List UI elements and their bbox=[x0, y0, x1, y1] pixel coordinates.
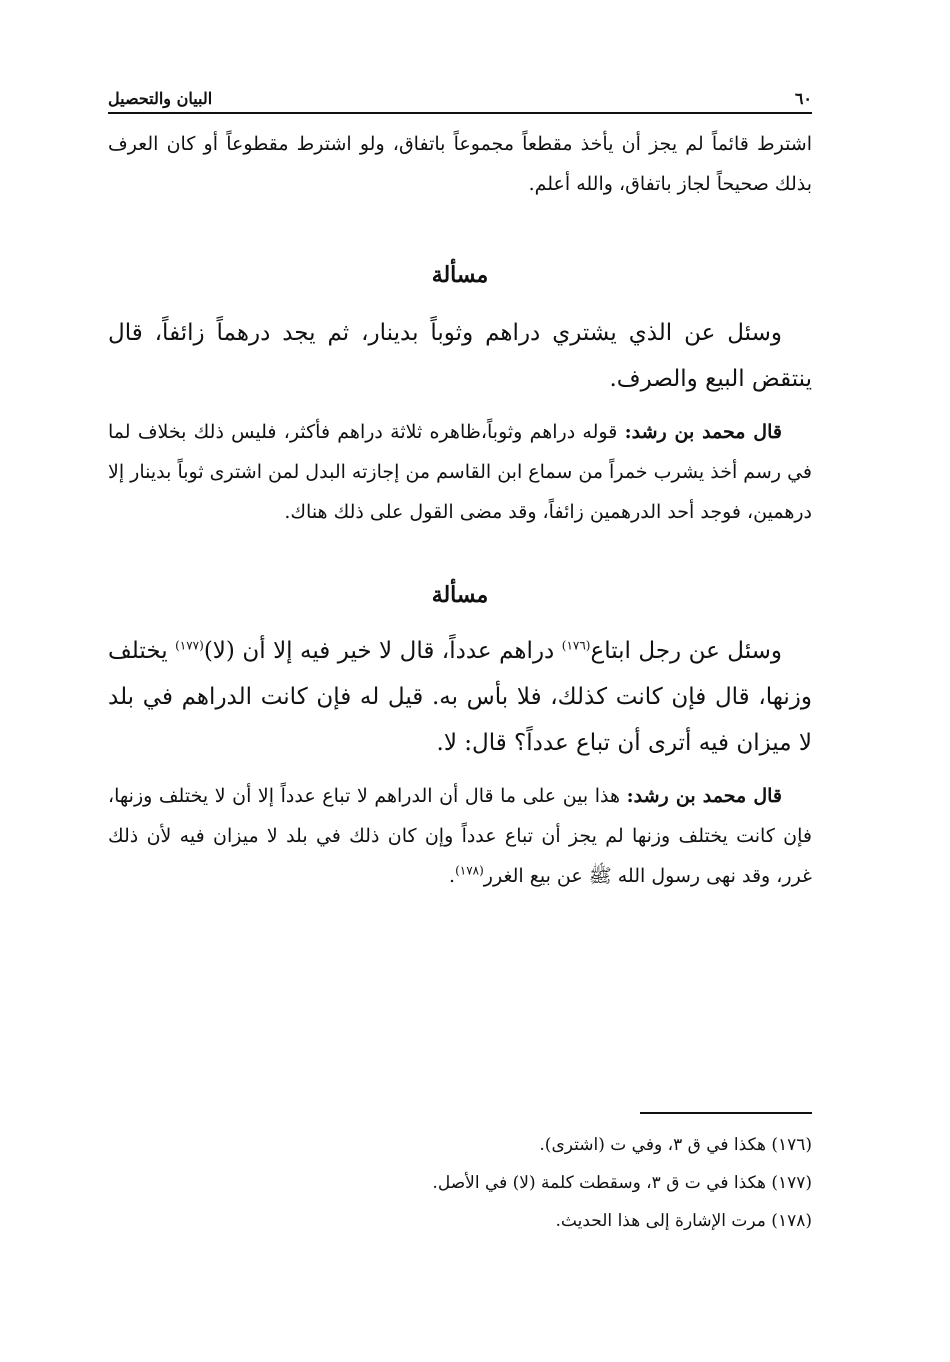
commentary-text-1: قوله دراهم وثوباً،ظاهره ثلاثة دراهم فأكثر، فليس ذلك بخلاف لما في رسم أخذ يشرب خمراً من سماع ابن القاسم من إجازته البدل لمن اشترى ثوباً بدينار إلا درهمين، فوجد أحد الدرهمين زائفاً، وقد مضى القول على ذلك هناك. bbox=[108, 421, 812, 523]
footnote-178: (١٧٨) مرت الإشارة إلى هذا الحديث. bbox=[555, 1211, 812, 1231]
commentary-speaker-1: قال محمد بن رشد: bbox=[624, 421, 782, 443]
section-heading-1: مسألة bbox=[431, 262, 489, 288]
footnote-177: (١٧٧) هكذا في ت ق ٣، وسقطت كلمة (لا) في الأصل. bbox=[432, 1173, 812, 1193]
commentary-2-end: . bbox=[449, 865, 456, 887]
question-2-part-3: يختلف وزنها، قال فإن كانت كذلك، فلا بأس به. قيل له فإن كانت الدراهم في بلد لا ميزان فيه أترى أن تباع عدداً؟ قال: لا. bbox=[108, 638, 812, 756]
footnote-ref-177: (١٧٧) bbox=[175, 638, 204, 653]
footnote-ref-178: (١٧٨) bbox=[455, 863, 484, 878]
question-2-part-1: وسئل عن رجل ابتاع bbox=[590, 638, 783, 664]
question-paragraph-1: وسئل عن الذي يشتري دراهم وثوباً بدينار، ثم يجد درهماً زائفاً، قال ينتقض البيع والصرف. bbox=[108, 320, 812, 392]
continued-paragraph: اشترط قائماً لم يجز أن يأخذ مقطعاً مجموعاً باتفاق، ولو اشترط مقطوعاً أو كان العرف بذلك صحيحاً لجاز باتفاق، والله أعلم. bbox=[108, 133, 812, 195]
commentary-text-2: هذا بين على ما قال أن الدراهم لا تباع عدداً إلا أن لا يختلف وزنها، فإن كانت يختلف وزنها لم يجز أن تباع عدداً وإن كان ذلك في بلد لا ميزان فيه لأن ذلك غرر، وقد نهى رسول الله ﷺ عن بيع الغرر bbox=[108, 785, 812, 887]
footnote-separator bbox=[640, 1112, 812, 1114]
page-number: ٦٠ bbox=[794, 89, 812, 108]
section-heading-2: مسألة bbox=[431, 582, 489, 608]
running-header bbox=[108, 82, 812, 114]
book-title: البيان والتحصيل bbox=[108, 89, 213, 108]
footnote-176: (١٧٦) هكذا في ق ٣، وفي ت (اشترى). bbox=[539, 1135, 812, 1155]
commentary-paragraph-1 bbox=[108, 412, 812, 532]
question-paragraph-2 bbox=[108, 628, 812, 766]
page-body bbox=[108, 124, 812, 896]
question-2-part-2: دراهم عدداً، قال لا خير فيه إلا أن (لا) bbox=[203, 638, 555, 664]
footnotes bbox=[108, 1126, 812, 1240]
commentary-paragraph-2 bbox=[108, 776, 812, 896]
footnote-ref-176: (١٧٦) bbox=[561, 638, 591, 653]
commentary-speaker-2: قال محمد بن رشد: bbox=[626, 785, 782, 807]
book-page bbox=[108, 82, 812, 1231]
